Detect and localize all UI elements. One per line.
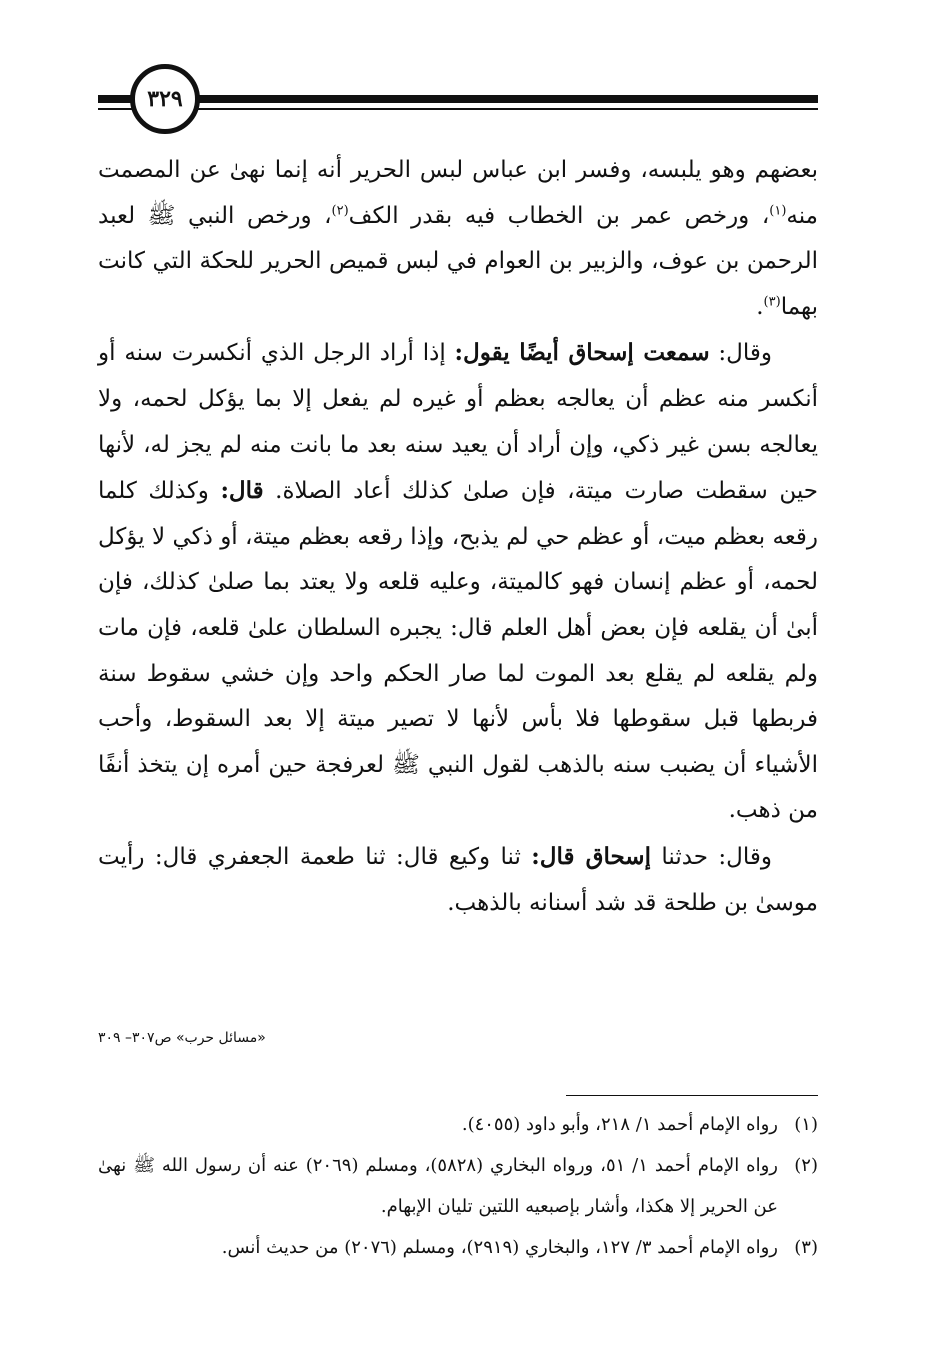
footnote-ref-2: (٢) — [331, 202, 349, 218]
text-run: وقال: — [709, 340, 772, 367]
text-run: وقال: حدثنا — [650, 843, 772, 870]
source-citation: «مسائل حرب» ص٣٠٧– ٣٠٩ — [98, 1030, 266, 1046]
footnote-2 — [98, 1145, 818, 1227]
text-run: . — [756, 293, 764, 320]
text-run: إذا أراد الرجل الذي أنكسرت سنه أو أنكسر منه عظم أن يعالجه بعظم أو غيره لم يفعل إلا بما يؤكل لحمه، ولا يعالجه بسن غير ذكي، وإن أراد أن يعيد سنه بعد ما بانت منه لم يجز له، لأنها حين سقطت صارت ميتة، فإن صلىٰ كذلك أعاد الصلاة. — [98, 340, 818, 505]
footnote-separator — [566, 1095, 818, 1096]
bold-text-run: إسحاق قال: — [531, 842, 651, 870]
footnote-number: (٣) — [794, 1237, 818, 1258]
text-run: بعضهم وهو يلبسه، وفسر ابن عباس لبس الحرير أنه إنما نهىٰ عن المصمت منه — [98, 157, 818, 229]
footnote-text: رواه الإمام أحمد ٣/ ١٢٧، والبخاري (٢٩١٩)، ومسلم (٢٠٧٦) من حديث أنس. — [221, 1237, 778, 1258]
header-rule — [98, 95, 818, 103]
text-run: ، ورخص عمر بن الخطاب فيه بقدر الكف — [348, 202, 770, 229]
text-run: ثنا وكيع قال: ثنا طعمة الجعفري قال: رأيت موسىٰ بن طلحة قد شد أسنانه بالذهب. — [98, 843, 818, 916]
text-run: ، ورخص النبي ﷺ لعبد الرحمن بن عوف، والزبير بن العوام في لبس قميص الحرير للحكة التي كانت بهما — [98, 202, 818, 320]
header-rule-thin — [98, 108, 818, 110]
footnote-ref-3: (٣) — [763, 294, 781, 310]
footnote-ref-1: (١) — [769, 202, 787, 218]
footnote-3 — [98, 1227, 818, 1268]
footnote-number: (١) — [794, 1114, 818, 1135]
page-number-badge — [130, 64, 200, 134]
paragraph-2 — [98, 330, 818, 834]
bold-text-run: سمعت إسحاق أيضًا يقول: — [454, 339, 710, 367]
footnote-text: رواه الإمام أحمد ١/ ٥١، ورواه البخاري (٥٨٢٨)، ومسلم (٢٠٦٩) عنه أن رسول الله ﷺ نهىٰ عن الحرير إلا هكذا، وأشار بإصبعيه اللتين تليان الإبهام. — [98, 1155, 778, 1217]
paragraph-3 — [98, 834, 818, 926]
page-number: ٣٢٩ — [147, 86, 183, 112]
text-run: وكذلك كلما رقعه بعظم ميت، أو عظم حي لم يذبح، وإذا رقعه بعظم ميتة، أو ذكي لا يؤكل لحمه، أو عظم إنسان فهو كالميتة، وعليه قلعه ولا يعتد بما صلىٰ كذلك، فإن أبىٰ أن يقلعه فإن بعض أهل العلم قال: يجبره السلطان علىٰ قلعه، فإن مات ولم يقلعه لم يقلع بعد الموت لما صار الحكم واحد وإن خشي سقوط سنة فربطها قبل سقوطها فلا بأس لأنها لا تصير ميتة إلا بعد السقوط، وأحب الأشياء أن يضبب سنه بالذهب لقول النبي ﷺ لعرفجة حين أمره إن يتخذ أنفًا من ذهب. — [98, 478, 818, 824]
footnote-1 — [98, 1104, 818, 1145]
paragraph-1 — [98, 148, 818, 330]
footnote-text: رواه الإمام أحمد ١/ ٢١٨، وأبو داود (٤٠٥٥). — [461, 1114, 778, 1135]
bold-text-run: قال: — [220, 477, 264, 505]
footnotes — [98, 1104, 818, 1268]
main-text — [98, 148, 818, 926]
footnote-number: (٢) — [794, 1155, 818, 1176]
